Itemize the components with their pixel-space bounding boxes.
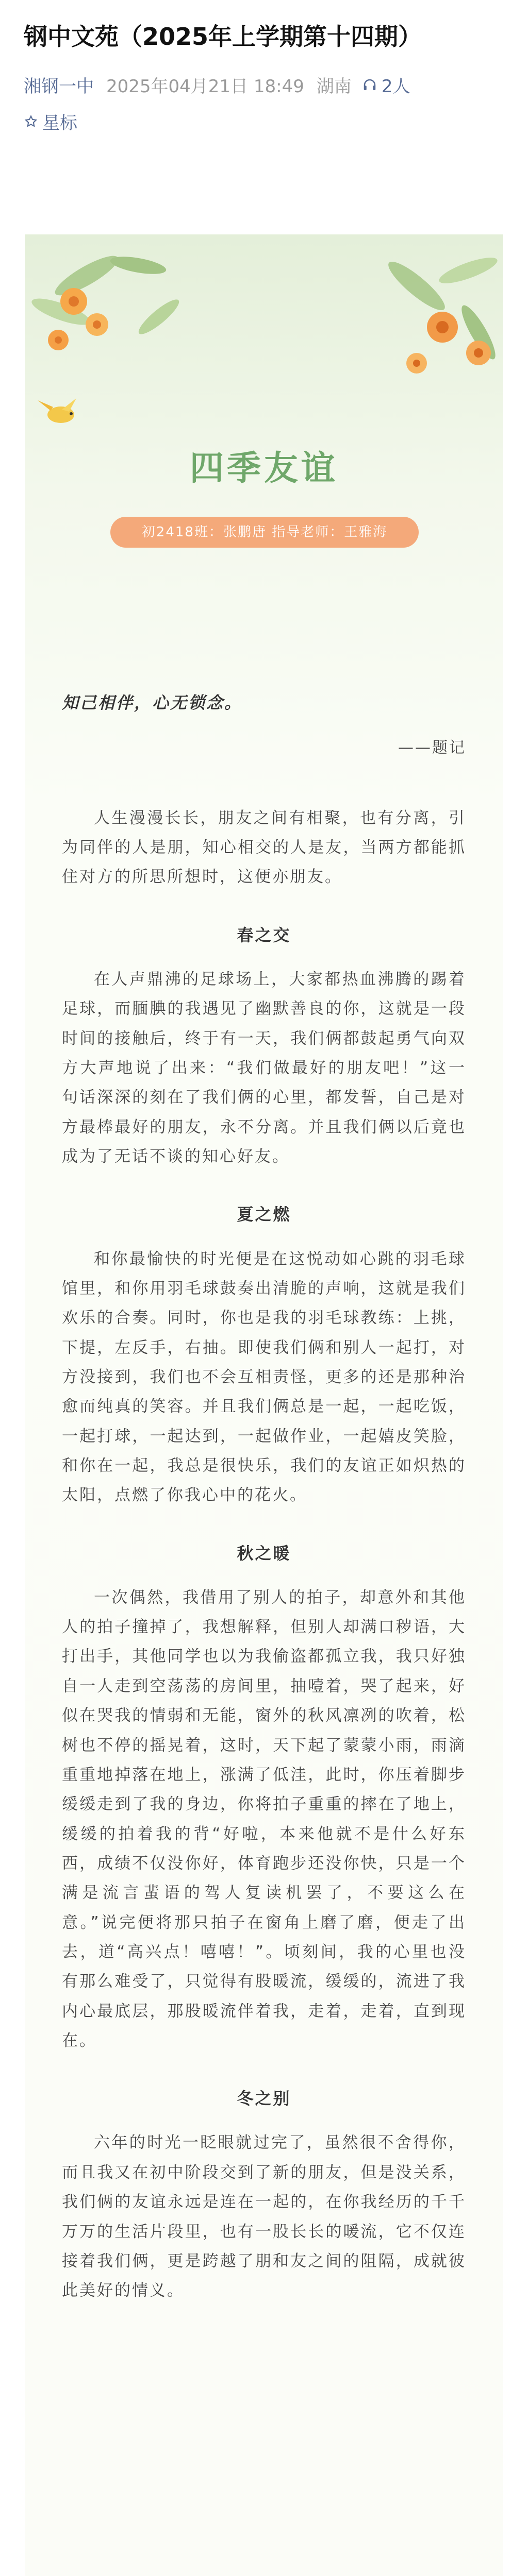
bird-icon [38, 398, 76, 423]
section-text-spring: 在人声鼎沸的足球场上，大家都热血沸腾的踢着足球，而腼腆的我遇见了幽默善良的你，这就是一段时间的接触后，终于有一天，我们俩都鼓起勇气向双方大声地说了出来：“我们做最好的朋友吧！”这一句话深深的刻在了我们俩的心里，都发誓，自己是对方最棒最好的朋友，永不分离。并且我们俩以后竟也成为了无话不谈的知心好友。 [62, 970, 466, 1166]
author-link[interactable]: 湘钢一中 [24, 76, 94, 97]
listen-count: 2人 [381, 76, 410, 97]
section-heading-autumn: 秋之暖 [237, 1543, 291, 1563]
quote-sign: ——题记 [398, 739, 466, 757]
flower-left-2 [86, 313, 108, 336]
poster-byline: 初2418班：张鹏唐 指导老师：王雅海 [110, 517, 419, 548]
article-header [0, 0, 528, 134]
headphone-icon [362, 77, 377, 93]
article-poster [25, 234, 503, 2576]
publish-date: 2025年04月21日 18:49 [106, 76, 304, 97]
star-button[interactable] [24, 109, 504, 134]
flower-left-1 [60, 288, 87, 315]
flower-right-1 [427, 312, 458, 343]
section-heading-summer: 夏之燃 [237, 1205, 291, 1225]
section-heading-spring: 春之交 [237, 925, 291, 945]
section-heading-winter: 冬之别 [237, 2089, 291, 2109]
flower-right-2 [466, 341, 491, 365]
section-text-winter: 六年的时光一眨眼就过完了，虽然很不舍得你，而且我又在初中阶段交到了新的朋友，但是没关系，我们俩的友谊永远是连在一起的，在你我经历的千千万万的生活片段里，也有一股长长的暖流，它不仅连接着我们俩，更是跨越了朋和友之间的阻隔，成就彼此美好的情义。 [62, 2133, 466, 2300]
star-icon [24, 114, 38, 129]
section-text-autumn: 一次偶然，我借用了别人的拍子，却意外和其他人的拍子撞掉了，我想解释，但别人却满口秽语，大打出手，其他同学也以为我偷盗都孤立我，我只好独自一人走到空荡荡的房间里，抽噎着，哭了起来，好似在哭我的情弱和无能，窗外的秋风凛冽的吹着，松树也不停的摇晃着，这时，天下起了蒙蒙小雨，雨滴重重地掉落在地上，涨满了低洼，此时，你压着脚步缓缓走到了我的身边，你将拍子重重的摔在了地上，缓缓的拍着我的背“好啦，本来他就不是什么好东西，成绩不仅没你好，体育跑步还没你快，只是一个满是流言蜚语的驾人复读机罢了，不要这么在意。”说完便将那只拍子在窗角上磨了磨，便走了出去，道“高兴点！嘻嘻！”。顷刻间，我的心里也没有那么难受了，只觉得有股暖流，缓缓的，流进了我内心最底层，那股暖流伴着我，走着，走着，直到现在。 [62, 1588, 466, 2050]
listen-button[interactable] [362, 72, 410, 97]
essay-quote: 知己相伴，心无锁念。 [62, 693, 243, 713]
essay-body [62, 688, 466, 2306]
essay-intro: 人生漫漫长长，朋友之间有相聚，也有分离，引为同伴的人是朋，知心相交的人是友，当两方都能抓住对方的所思所想时，这便亦朋友。 [62, 808, 466, 887]
section-text-summer: 和你最愉快的时光便是在这悦动如心跳的羽毛球馆里，和你用羽毛球鼓奏出清脆的声响，这就是我们欢乐的合奏。同时，你也是我的羽毛球教练：上挑，下提，左反手，右抽。即使我们俩和别人一起打，对方没接到，我们也不会互相责怪，更多的还是那种治愈而纯真的笑容。并且我们俩总是一起，一起吃饭，一起打球，一起达到，一起做作业，一起嬉皮笑脸，和你在一起，我总是很快乐，我们的友谊正如炽热的太阳，点燃了你我心中的花火。 [62, 1249, 466, 1505]
article-title: 钢中文苑（2025年上学期第十四期） [24, 23, 422, 50]
flower-left-3 [48, 330, 69, 350]
article-meta [24, 72, 504, 97]
location: 湖南 [316, 76, 352, 97]
flower-right-3 [406, 353, 427, 374]
star-label: 星标 [42, 113, 77, 134]
poster-title: 四季友谊 [190, 448, 338, 488]
